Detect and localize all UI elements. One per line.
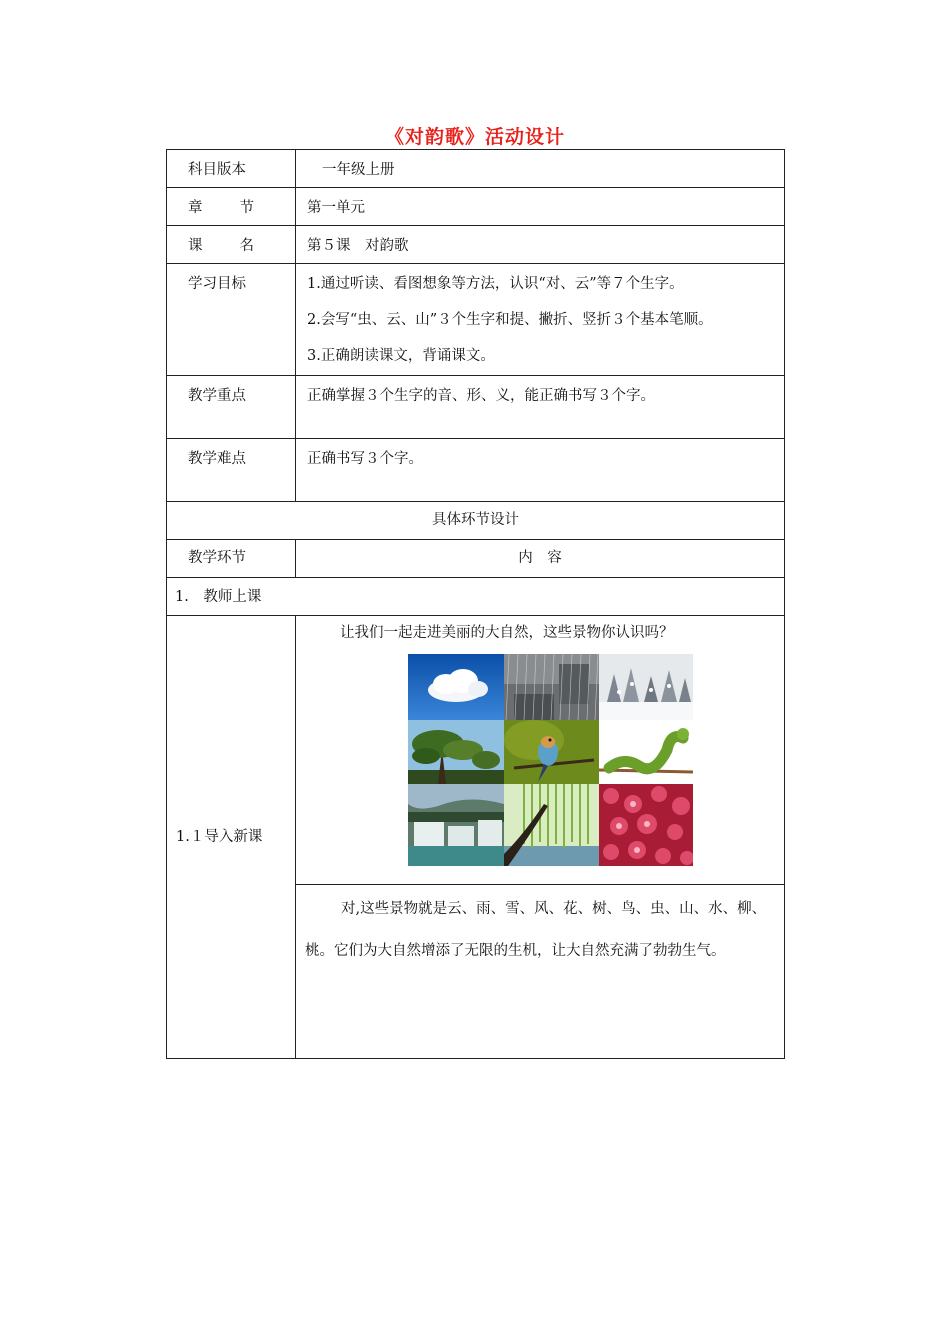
nature-image-grid [408, 654, 693, 866]
chapter-value: 第一单元 [296, 188, 785, 226]
intro-prompt: 让我们一起走进美丽的大自然，这些景物你认识吗？ [340, 625, 674, 641]
intro-paragraph-text: 对,这些景物就是云、雨、雪、风、花、树、鸟、虫、山、水、柳、桃。它们为大自然增添了无限的生机，让大自然充满了勃勃生气。 [305, 901, 767, 959]
table-row [167, 439, 785, 502]
chapter-label [167, 188, 296, 226]
bird-photo [504, 720, 599, 784]
goals-list [296, 264, 785, 376]
tree-photo [408, 720, 504, 784]
table-row [167, 578, 785, 616]
goals-label: 学习目标 [167, 264, 296, 376]
goal-item: 3.正确朗读课文，背诵课文。 [307, 348, 495, 364]
table-row [167, 150, 785, 188]
lesson-name-value: 第５课 对韵歌 [296, 226, 785, 264]
column-header-step: 教学环节 [167, 540, 296, 578]
step-intro-label [167, 616, 296, 1059]
document-title: 《对韵歌》活动设计 [384, 126, 565, 148]
snow-photo [599, 654, 693, 720]
willow-photo [504, 784, 599, 866]
lesson-name-label-char: 名 [239, 238, 254, 254]
peach-blossom-photo [599, 784, 693, 866]
rain-photo [504, 654, 599, 720]
chapter-label-char: 章 [188, 200, 203, 216]
chapter-label-char: 节 [239, 200, 254, 216]
column-header-content: 内 容 [296, 540, 785, 578]
intro-content [296, 616, 785, 885]
table-row [167, 502, 785, 540]
intro-paragraph [296, 888, 784, 972]
table-row [167, 540, 785, 578]
step-teacher-class: 1. 教师上课 [167, 578, 785, 616]
waterfall-photo [408, 784, 504, 866]
lesson-name-label [167, 226, 296, 264]
section-title: 具体环节设计 [167, 502, 785, 540]
subject-value: 一年级上册 [296, 150, 785, 188]
table-row [167, 264, 785, 376]
table-row [167, 376, 785, 439]
table-row [167, 616, 785, 885]
table-row [167, 188, 785, 226]
goal-item: 1.通过听读、看图想象等方法，认识“对、云”等７个生字。 [307, 276, 684, 292]
key-point-value: 正确掌握３个生字的音、形、义，能正确书写３个字。 [296, 376, 785, 439]
subject-label: 科目版本 [167, 150, 296, 188]
lesson-name-label-char: 课 [188, 238, 203, 254]
step-intro-label-text: 1.１导入新课 [176, 829, 263, 845]
goal-item: 2.会写“虫、云、山”３个生字和提、撇折、竖折３个基本笔顺。 [307, 312, 713, 328]
difficulty-value: 正确书写３个字。 [296, 439, 785, 502]
caterpillar-photo [599, 720, 693, 784]
difficulty-label: 教学难点 [167, 439, 296, 502]
table-row [167, 226, 785, 264]
intro-explanation [296, 885, 785, 1059]
cloud-photo [408, 654, 504, 720]
key-point-label: 教学重点 [167, 376, 296, 439]
lesson-plan-table [166, 149, 785, 1059]
